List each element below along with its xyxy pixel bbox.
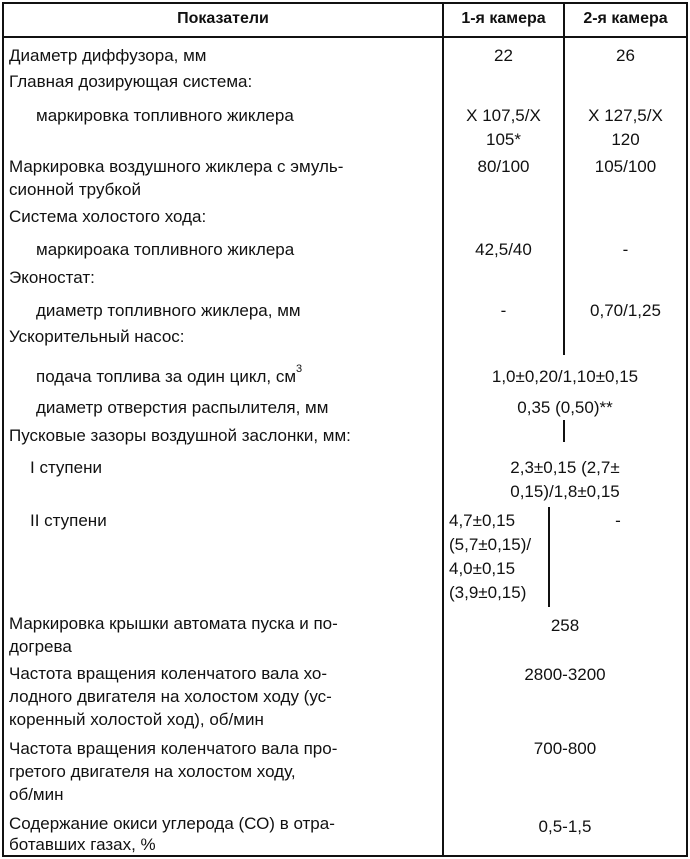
row-stage2-c1-line3: 4,0±0,15 xyxy=(449,559,516,578)
row-stage1-value-line2: 0,15)/1,8±0,15 xyxy=(510,482,620,501)
row-idle-fuel-jet-c1: 42,5/40 xyxy=(475,240,532,259)
header-indicators: Показатели xyxy=(177,10,269,27)
row-fuel-supply-label-sup: 3 xyxy=(296,363,303,376)
row-co-content-label-line1: Содержание окиси углерода (СО) в отра- xyxy=(9,814,335,833)
row-cover-marking-value: 258 xyxy=(550,616,580,635)
row-stage1-label: I ступени xyxy=(30,458,102,477)
row-cold-rpm-label-line1: Частота вращения коленчатого вала хо- xyxy=(9,664,328,683)
row-stage2-c2: - xyxy=(615,511,621,530)
row-idle-fuel-jet-label: маркироака топливного жиклера xyxy=(36,240,295,259)
row-fuel-jet-label: маркировка топливного жиклера xyxy=(36,106,294,125)
row-cold-rpm-value: 2800-3200 xyxy=(524,665,606,684)
row-warm-rpm-label-line1: Частота вращения коленчатого вала про- xyxy=(9,739,338,758)
row-econostat-label: Эконостат: xyxy=(9,268,95,287)
row-fuel-supply-label-text: подача топлива за один цикл, см xyxy=(36,367,297,386)
row-fuel-supply-label xyxy=(36,365,302,389)
row-stage1-value-line1: 2,3±0,15 (2,7± xyxy=(510,458,620,477)
row-main-system-label: Главная дозирующая система: xyxy=(9,72,253,91)
row-fuel-jet-c1-line1: Х 107,5/Х xyxy=(466,106,541,125)
row-accel-pump-label: Ускорительный насос: xyxy=(9,327,185,346)
column-divider-sprayer xyxy=(563,420,565,442)
row-stage2-c1-line1: 4,7±0,15 xyxy=(449,511,516,530)
row-sprayer-label: диаметр отверстия распылителя, мм xyxy=(36,398,329,417)
row-air-jet-c1: 80/100 xyxy=(477,157,530,176)
row-diffuser-label: Диаметр диффузора, мм xyxy=(9,46,207,65)
row-air-jet-label-line1: Маркировка воздушного жиклера с эмуль- xyxy=(9,157,344,176)
row-fuel-supply-value: 1,0±0,20/1,10±0,15 xyxy=(491,367,639,386)
row-cover-marking-label-line1: Маркировка крышки автомата пуска и по- xyxy=(9,614,338,633)
row-stage2-c1-line2: (5,7±0,15)/ xyxy=(449,535,532,554)
table-border-left xyxy=(2,2,4,857)
row-econostat-jet-c1: - xyxy=(500,301,507,320)
row-diffuser-c2: 26 xyxy=(616,46,635,65)
header-divider xyxy=(2,36,688,38)
row-sprayer-value: 0,35 (0,50)** xyxy=(517,398,613,417)
row-warm-rpm-label-line2: гретого двигателя на холостом ходу, xyxy=(9,762,296,781)
row-stage2-c1-line4: (3,9±0,15) xyxy=(449,583,527,602)
row-econostat-jet-label: диаметр топливного жиклера, мм xyxy=(36,301,301,320)
row-fuel-jet-c1-line2: 105* xyxy=(486,130,521,149)
row-cold-rpm-label-line2: лодного двигателя на холостом ходу (ус- xyxy=(9,687,332,706)
row-idle-system-label: Система холостого хода: xyxy=(9,207,207,226)
row-fuel-jet-c2-line1: Х 127,5/Х xyxy=(588,106,663,125)
row-cover-marking-label-line2: догрева xyxy=(9,637,72,656)
row-air-jet-c2: 105/100 xyxy=(594,157,657,176)
row-co-content-label-line2: ботавших газах, % xyxy=(9,835,156,854)
row-stage2-label: II ступени xyxy=(30,511,107,530)
table-border-top xyxy=(2,2,688,4)
row-econostat-jet-c2: 0,70/1,25 xyxy=(590,301,661,320)
row-fuel-jet-c2-line2: 120 xyxy=(611,130,640,149)
table-border-right xyxy=(686,2,688,857)
row-air-jet-label-line2: сионной трубкой xyxy=(9,180,141,199)
row-choke-gaps-label: Пусковые зазоры воздушной заслонки, мм: xyxy=(9,426,351,445)
row-co-content-value: 0,5-1,5 xyxy=(538,817,592,836)
row-idle-fuel-jet-c2: - xyxy=(622,240,629,259)
row-diffuser-c1: 22 xyxy=(494,46,513,65)
header-chamber-1: 1-я камера xyxy=(461,10,546,27)
row-warm-rpm-value: 700-800 xyxy=(533,739,597,758)
row-warm-rpm-label-line3: об/мин xyxy=(9,785,64,804)
row-cold-rpm-label-line3: коренный холостой ход), об/мин xyxy=(9,710,264,729)
header-chamber-2: 2-я камера xyxy=(583,10,668,27)
